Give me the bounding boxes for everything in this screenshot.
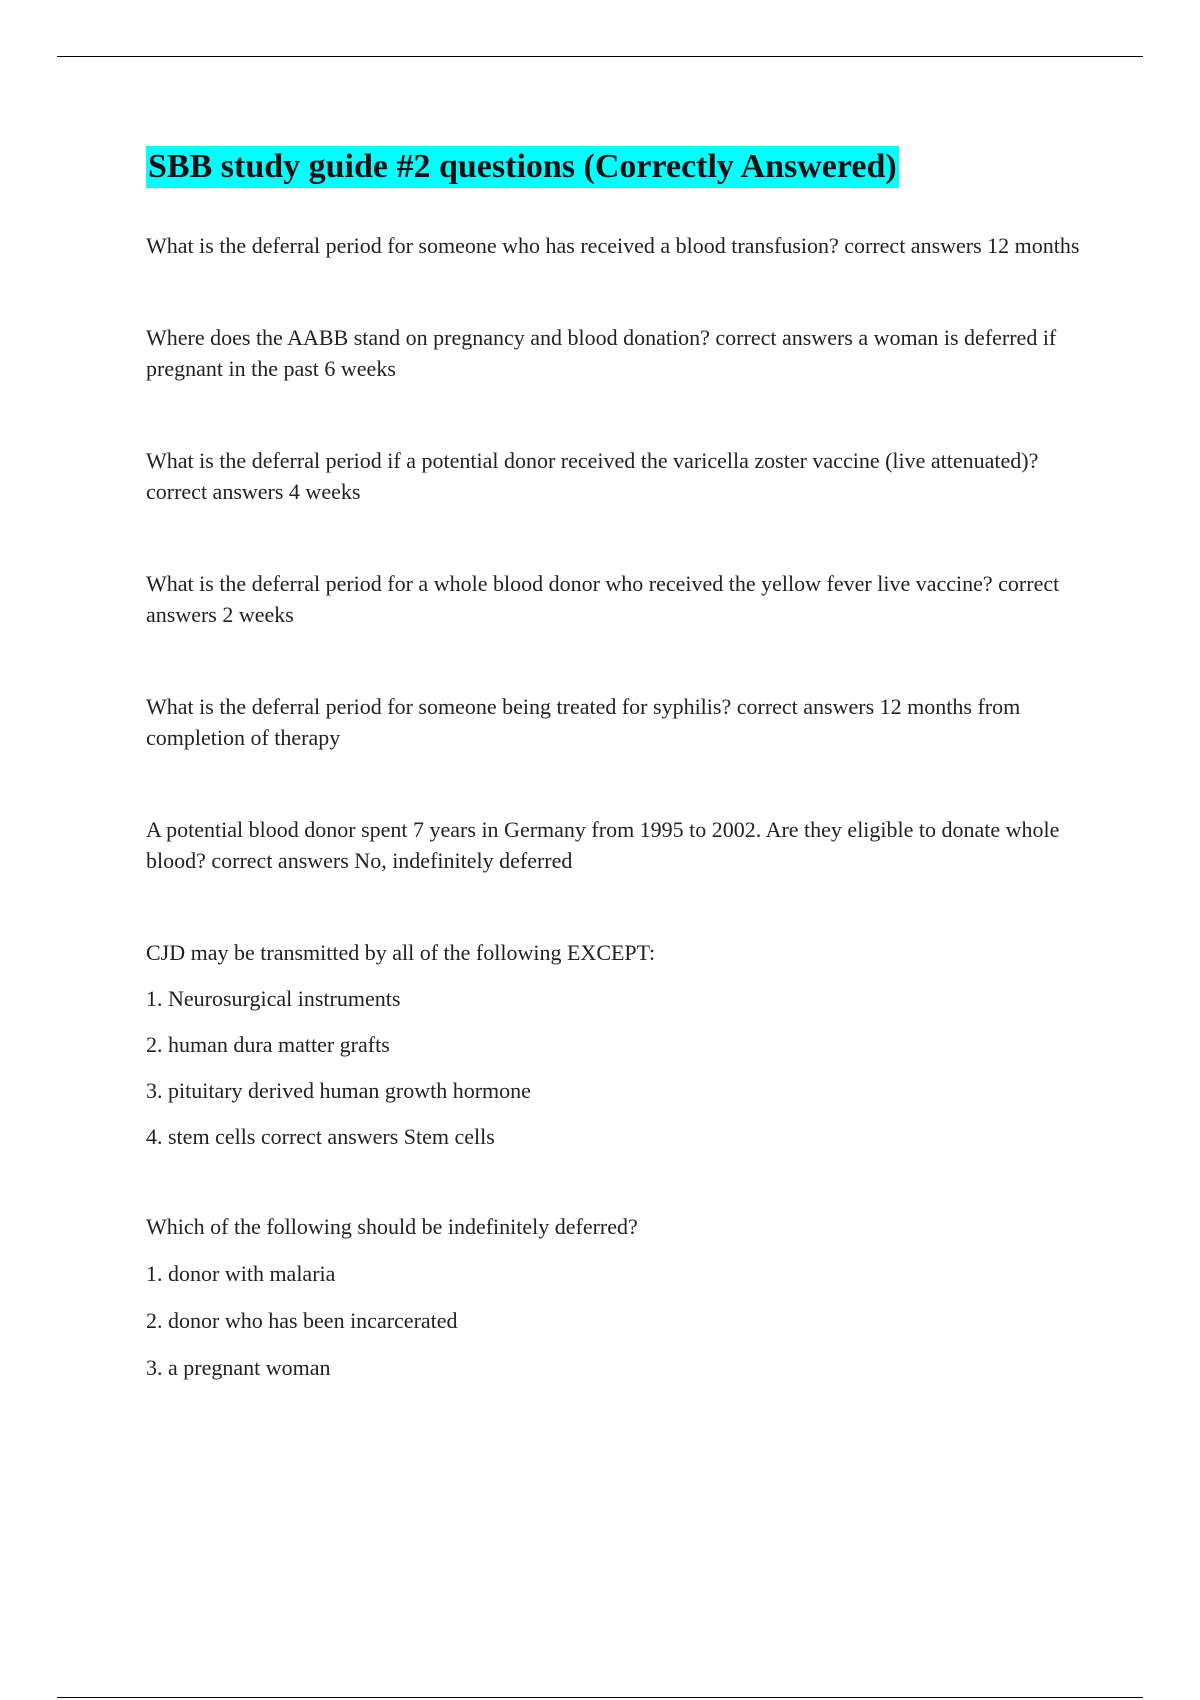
deferral-option-3: 3. a pregnant woman [146, 1355, 331, 1380]
document-title: SBB study guide #2 questions (Correctly Answered) [146, 146, 899, 188]
header-rule [57, 56, 1143, 57]
qa-item-2: Where does the AABB stand on pregnancy and blood donation? correct answers a woman is deferred if pregnant in the past 6 weeks [146, 325, 1057, 381]
cjd-option-4: 4. stem cells correct answers Stem cells [146, 1124, 495, 1149]
document-body [146, 230, 1096, 1383]
cjd-question-lead: CJD may be transmitted by all of the following EXCEPT: [146, 940, 656, 965]
qa-item-6: A potential blood donor spent 7 years in Germany from 1995 to 2002. Are they eligible to donate whole blood? correct answers No, indefinitely deferred [146, 817, 1060, 873]
qa-item-1: What is the deferral period for someone who has received a blood transfusion? correct answers 12 months [146, 233, 1080, 258]
deferral-question-lead: Which of the following should be indefinitely deferred? [146, 1214, 638, 1239]
deferral-option-1: 1. donor with malaria [146, 1261, 336, 1286]
cjd-option-1: 1. Neurosurgical instruments [146, 986, 401, 1011]
deferral-question [146, 1211, 1096, 1383]
deferral-option-2: 2. donor who has been incarcerated [146, 1308, 458, 1333]
cjd-question [146, 937, 1096, 1152]
qa-item-5: What is the deferral period for someone being treated for syphilis? correct answers 12 months from completion of therapy [146, 694, 1021, 750]
footer-rule [57, 1697, 1143, 1698]
qa-item-3: What is the deferral period if a potential donor received the varicella zoster vaccine (live attenuated)? correct answers 4 weeks [146, 448, 1039, 504]
cjd-option-3: 3. pituitary derived human growth hormone [146, 1078, 531, 1103]
title-container [146, 146, 899, 188]
cjd-option-2: 2. human dura matter grafts [146, 1032, 390, 1057]
qa-item-4: What is the deferral period for a whole blood donor who received the yellow fever live vaccine? correct answers 2 weeks [146, 571, 1060, 627]
